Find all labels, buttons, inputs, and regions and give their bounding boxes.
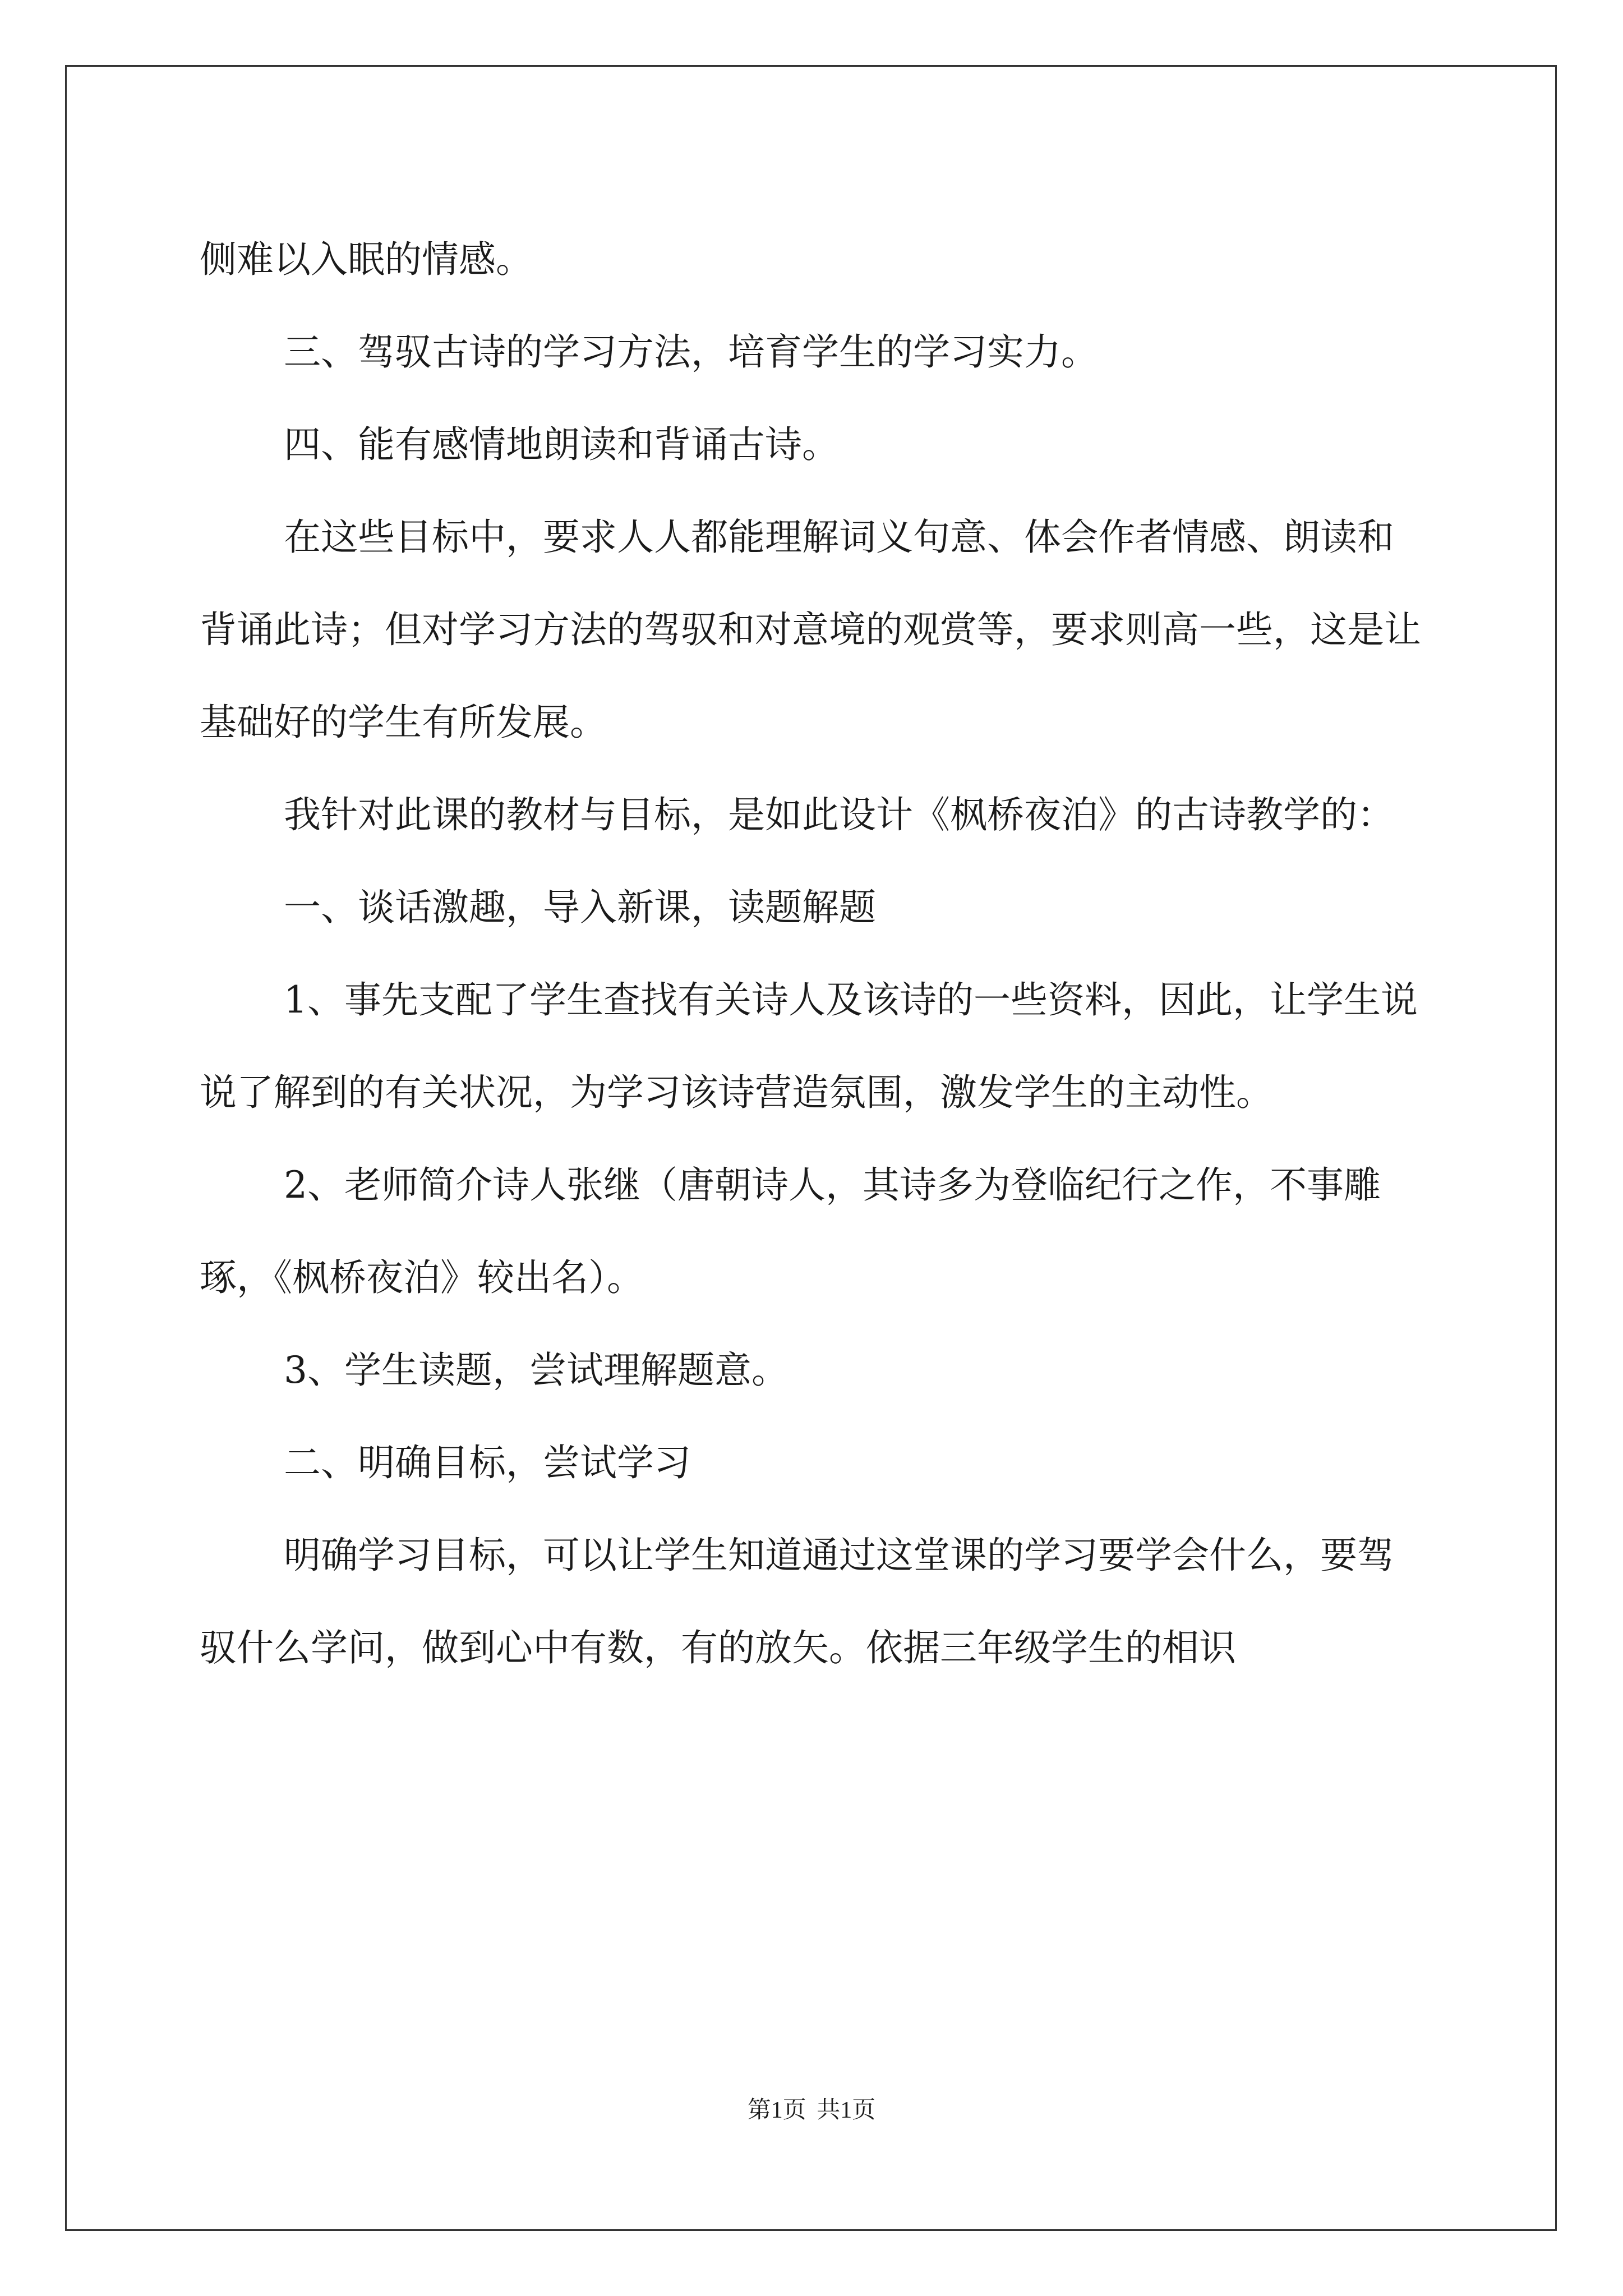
paragraph: 3、学生读题，尝试理解题意。	[284, 1349, 789, 1392]
paragraph: 一、谈话激趣，导入新课，读题解题	[284, 886, 876, 929]
paragraph: 侧难以入眠的情感。	[200, 238, 533, 281]
paragraph: 我针对此课的教材与目标，是如此设计《枫桥夜泊》的古诗教学的：	[284, 793, 1394, 836]
page-total: 共1页	[817, 2097, 876, 2123]
paragraph: 明确学习目标，可以让学生知道通过这堂课的学习要学会什么，要驾驭什么学问，做到心中有数，有的放矢。依据三年级学生的相识	[200, 1534, 1394, 1669]
document-body	[200, 213, 1424, 1694]
page-footer	[0, 2093, 1623, 2127]
paragraph: 2、老师简介诗人张继（唐朝诗人，其诗多为登临纪行之作，不事雕琢，《枫桥夜泊》较出名）。	[200, 1163, 1381, 1299]
paragraph: 二、明确目标，尝试学习	[284, 1441, 691, 1484]
paragraph: 四、能有感情地朗读和背诵古诗。	[284, 423, 839, 466]
paragraph: 在这些目标中，要求人人都能理解词义句意、体会作者情感、朗读和背诵此诗；但对学习方法的驾驭和对意境的观赏等，要求则高一些，这是让基础好的学生有所发展。	[200, 516, 1421, 744]
page-number: 第1页	[747, 2097, 806, 2123]
paragraph: 三、驾驭古诗的学习方法，培育学生的学习实力。	[284, 330, 1098, 374]
paragraph: 1、事先支配了学生查找有关诗人及该诗的一些资料，因此，让学生说说了解到的有关状况，为学习该诗营造氛围，激发学生的主动性。	[200, 978, 1418, 1114]
